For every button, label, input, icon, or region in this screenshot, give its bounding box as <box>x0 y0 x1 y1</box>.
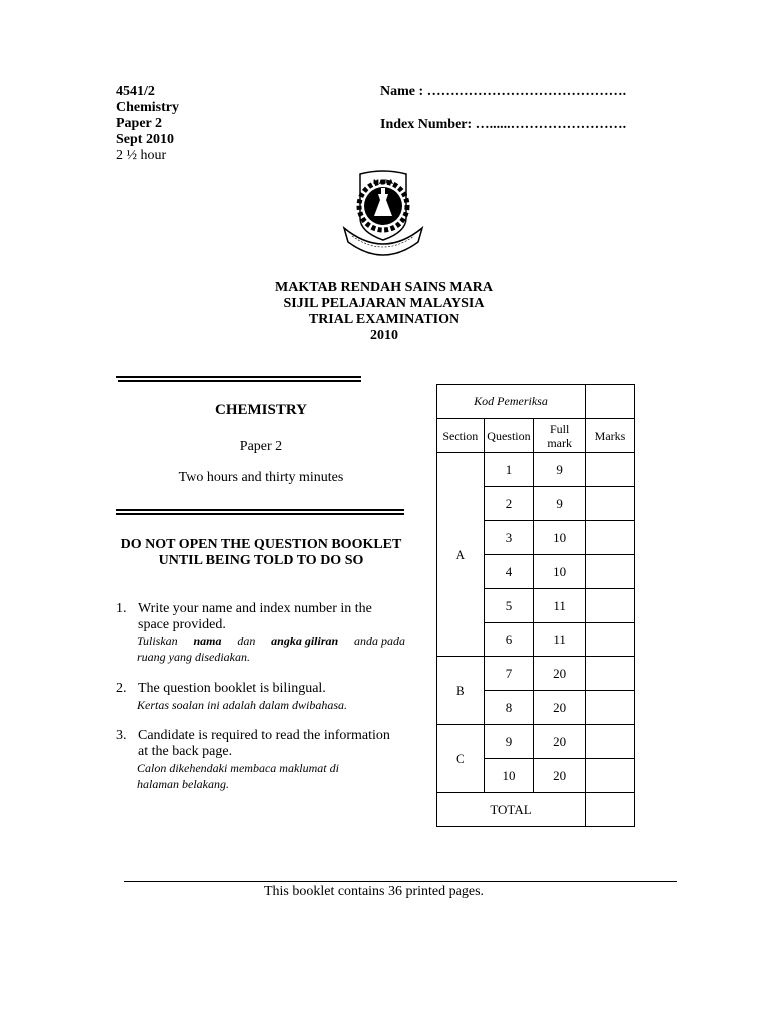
institution-line-4: 2010 <box>370 328 398 343</box>
instruction-text: space provided. <box>138 617 226 632</box>
full-mark: 20 <box>534 725 586 759</box>
warning-line-2: UNTIL BEING TOLD TO DO SO <box>158 553 364 568</box>
header-question: Question <box>484 419 534 453</box>
malay-word: dan <box>237 634 256 648</box>
question-number: 4 <box>484 555 534 589</box>
header-full-mark <box>534 419 586 453</box>
marks-cell[interactable] <box>586 521 635 555</box>
header-marks: Marks <box>586 419 635 453</box>
question-number: 10 <box>484 759 534 793</box>
malay-word: nama <box>193 634 222 648</box>
section-cell-b: B <box>437 657 485 725</box>
instruction-2 <box>116 681 408 713</box>
marks-cell[interactable] <box>586 453 635 487</box>
marks-cell[interactable] <box>586 759 635 793</box>
full-mark-line-1: Full <box>549 421 570 436</box>
footer-text: This booklet contains 36 printed pages. <box>263 884 485 899</box>
full-mark-line-2: mark <box>547 435 572 450</box>
paper-info <box>116 84 179 164</box>
examiner-code-label: Kod Pemeriksa <box>437 385 586 419</box>
full-mark: 10 <box>534 555 586 589</box>
full-mark: 20 <box>534 691 586 725</box>
marks-cell[interactable] <box>586 555 635 589</box>
paper-subject: Chemistry <box>116 100 179 115</box>
institution-line-3: TRIAL EXAMINATION <box>308 312 460 327</box>
instruction-text: at the back page. <box>138 744 233 759</box>
mara-logo <box>338 170 428 256</box>
marks-cell[interactable] <box>586 725 635 759</box>
total-label: TOTAL <box>437 793 586 827</box>
question-number: 2 <box>484 487 534 521</box>
question-number: 5 <box>484 589 534 623</box>
warning-text <box>116 537 406 569</box>
total-marks-cell[interactable] <box>586 793 635 827</box>
marks-cell[interactable] <box>586 589 635 623</box>
full-mark: 20 <box>534 759 586 793</box>
question-number: 7 <box>484 657 534 691</box>
logo-text: MARA <box>373 179 393 186</box>
instruction-1 <box>116 601 408 665</box>
rule-bottom-2 <box>116 513 404 515</box>
instruction-malay <box>137 633 405 649</box>
paper-date: Sept 2010 <box>116 132 174 147</box>
duration-title: Two hours and thirty minutes <box>178 470 344 485</box>
candidate-info <box>380 84 626 133</box>
malay-word: anda pada <box>353 634 405 648</box>
subject-title: CHEMISTRY <box>215 402 307 418</box>
full-mark: 11 <box>534 623 586 657</box>
marks-cell[interactable] <box>586 657 635 691</box>
full-mark: 10 <box>534 521 586 555</box>
instruction-number: 2. <box>116 681 127 696</box>
section-cell-a: A <box>437 453 485 657</box>
marks-cell[interactable] <box>586 691 635 725</box>
institution-line-2: SIJIL PELAJARAN MALAYSIA <box>283 296 485 311</box>
marks-table <box>436 384 635 827</box>
instruction-text: Write your name and index number in the <box>138 601 372 616</box>
marks-cell[interactable] <box>586 623 635 657</box>
section-cell-c: C <box>437 725 485 793</box>
paper-duration: 2 ½ hour <box>116 148 167 163</box>
instruction-malay: Kertas soalan ini adalah dalam dwibahasa. <box>137 698 348 712</box>
full-mark: 11 <box>534 589 586 623</box>
full-mark: 9 <box>534 453 586 487</box>
instruction-malay: Calon dikehendaki membaca maklumat di <box>137 761 339 775</box>
header-section: Section <box>437 419 485 453</box>
instruction-3 <box>116 728 408 792</box>
instruction-malay: halaman belakang. <box>137 777 229 791</box>
instruction-text: Candidate is required to read the information <box>138 728 390 743</box>
warning-line-1: DO NOT OPEN THE QUESTION BOOKLET <box>120 537 402 552</box>
footer-rule <box>124 881 677 882</box>
mara-crest-icon <box>338 170 428 256</box>
instruction-malay: ruang yang disediakan. <box>137 650 250 664</box>
rule-top-1 <box>116 376 361 378</box>
instruction-number: 3. <box>116 728 127 743</box>
examiner-code-cell[interactable] <box>586 385 635 419</box>
rule-top-2 <box>118 380 361 382</box>
question-number: 1 <box>484 453 534 487</box>
marks-cell[interactable] <box>586 487 635 521</box>
instruction-number: 1. <box>116 601 127 616</box>
question-number: 8 <box>484 691 534 725</box>
question-number: 9 <box>484 725 534 759</box>
rule-bottom-1 <box>116 509 404 511</box>
instruction-text: The question booklet is bilingual. <box>138 681 326 696</box>
question-number: 3 <box>484 521 534 555</box>
name-field: Name : ……………………………………. <box>380 84 627 99</box>
malay-word: angka giliran <box>271 634 339 648</box>
malay-word: Tuliskan <box>137 634 178 648</box>
full-mark: 20 <box>534 657 586 691</box>
index-number-field: Index Number: …......……………………. <box>380 117 627 132</box>
question-number: 6 <box>484 623 534 657</box>
institution-line-1: MAKTAB RENDAH SAINS MARA <box>275 280 493 295</box>
paper-code: 4541/2 <box>116 84 155 99</box>
paper-number: Paper 2 <box>116 116 163 131</box>
paper-title: Paper 2 <box>239 439 283 454</box>
institution-title <box>0 280 768 344</box>
full-mark: 9 <box>534 487 586 521</box>
